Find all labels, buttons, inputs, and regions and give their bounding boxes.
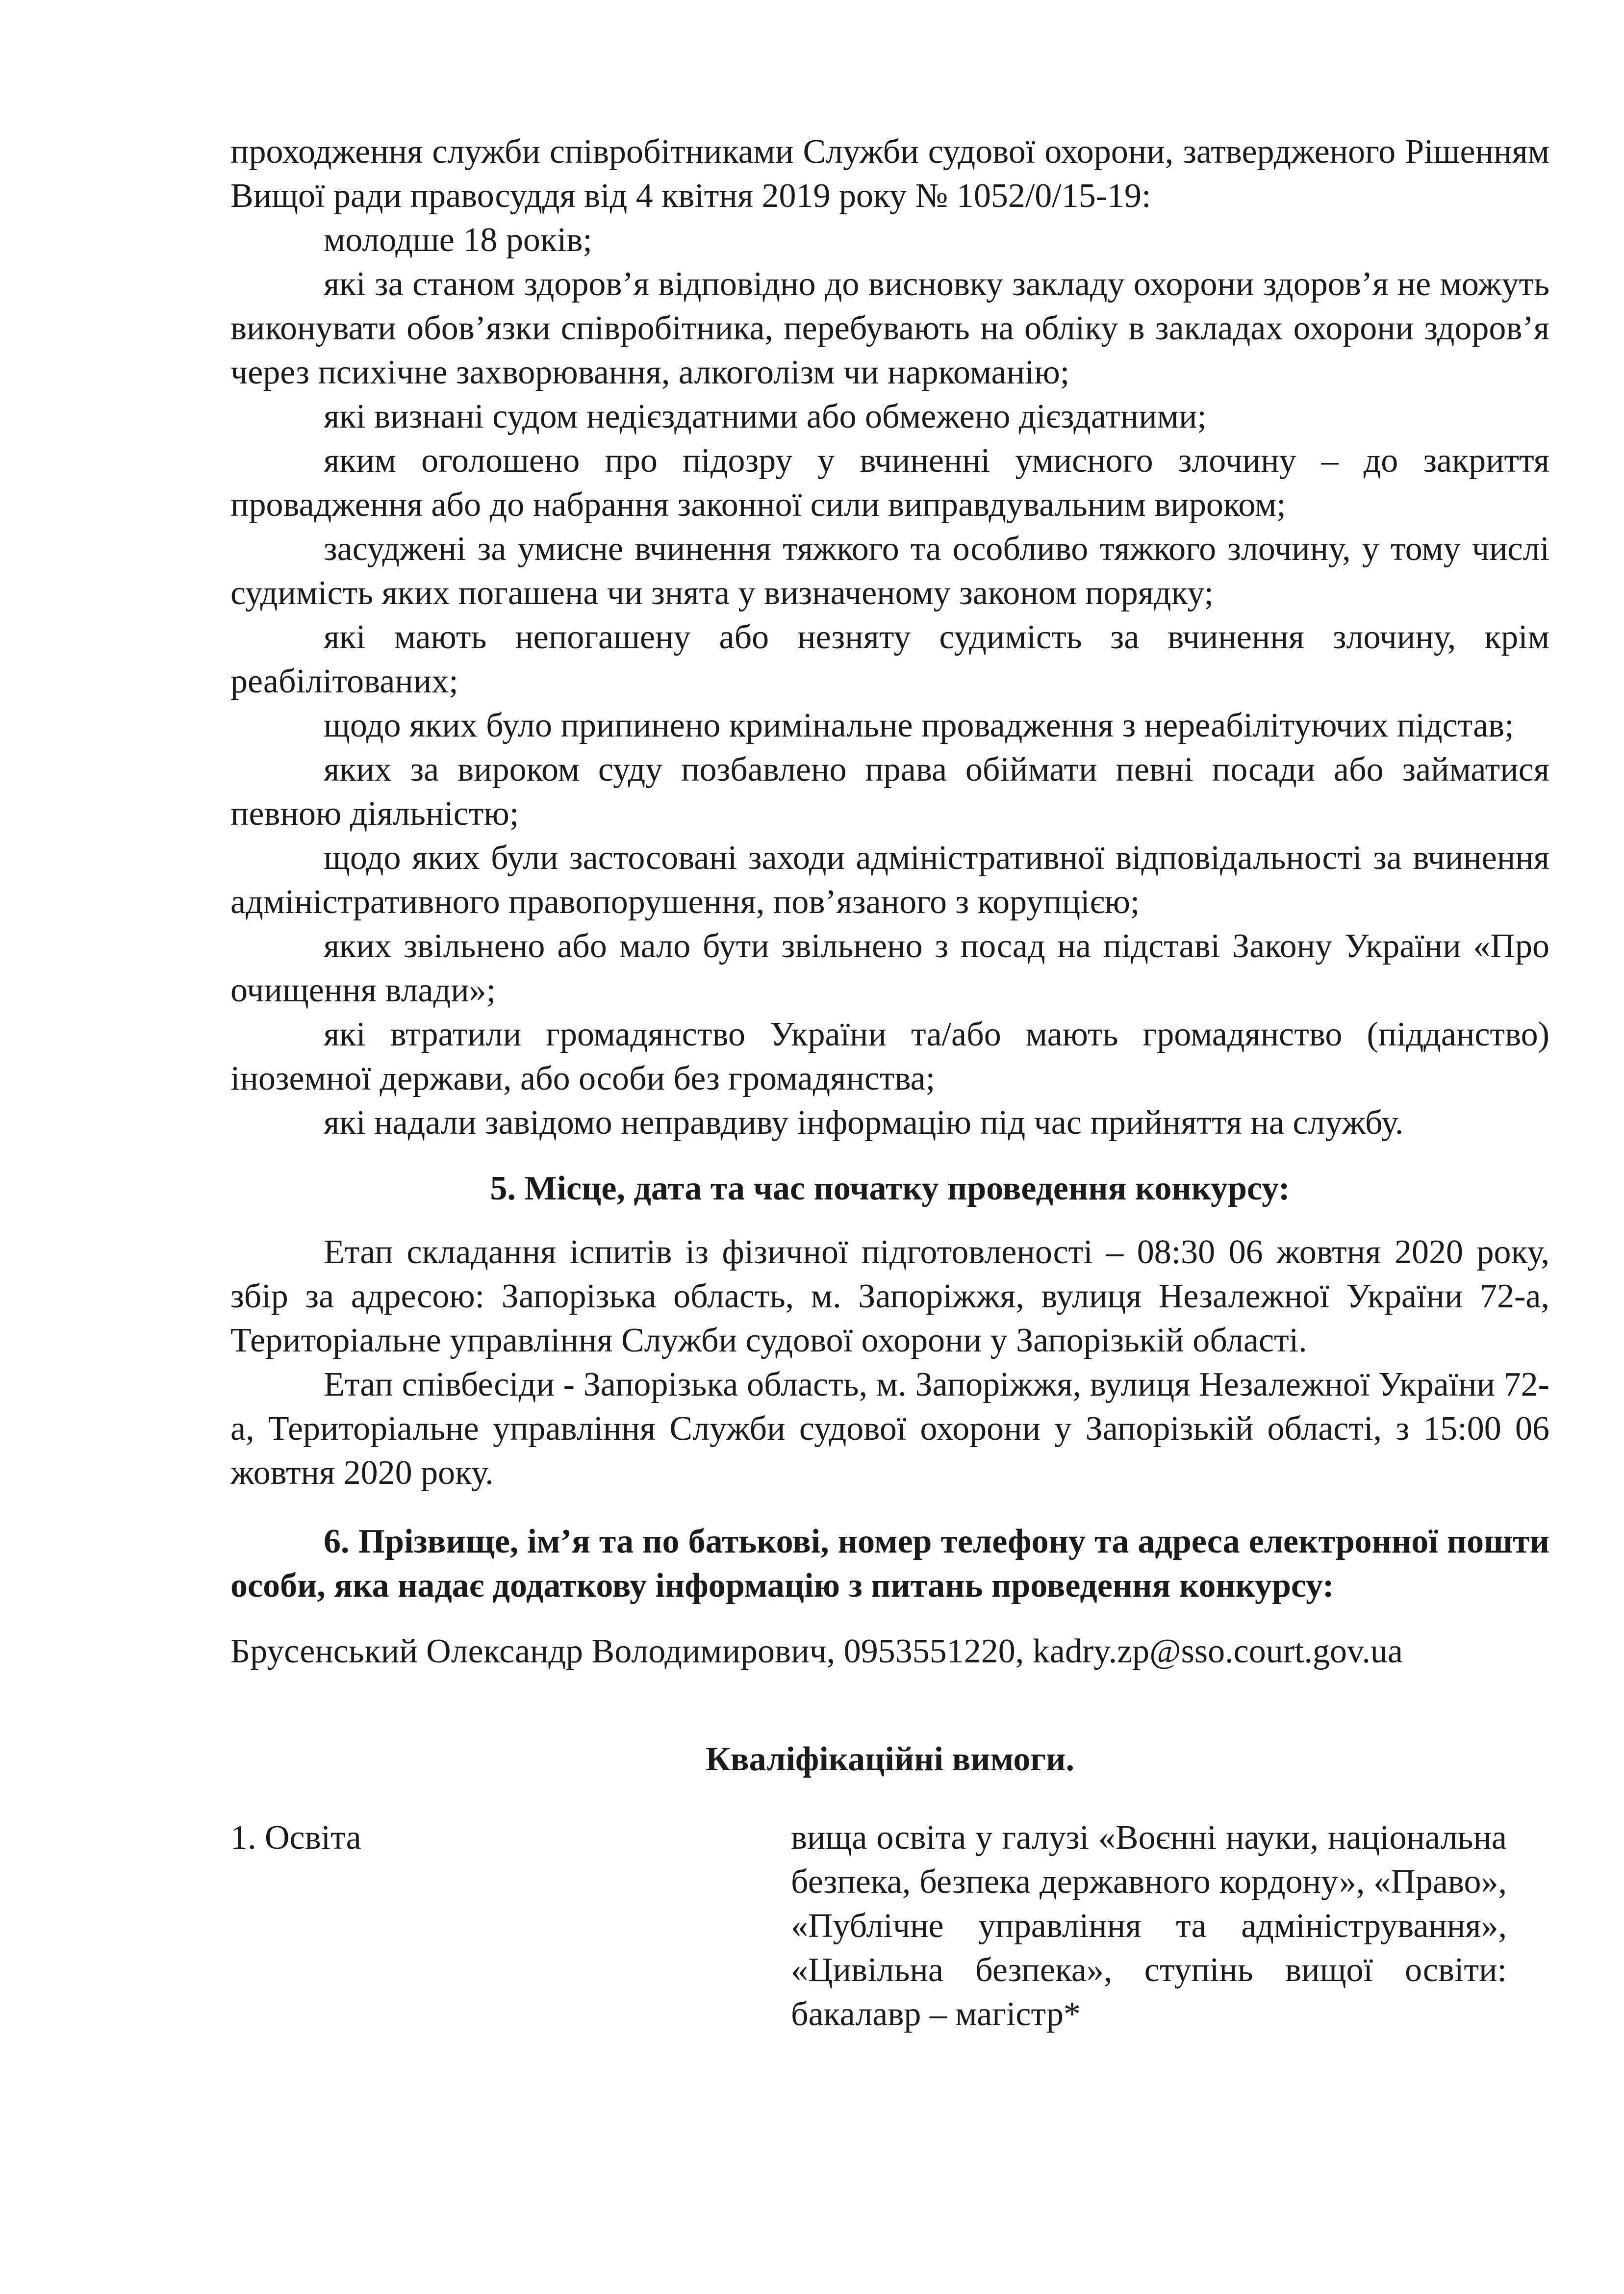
ineligibility-list [230,218,1549,1145]
criteria-item: щодо яких були застосовані заходи адміністративної відповідальності за вчинення адміністративного правопорушення, пов’язаного з корупцією; [230,839,1549,921]
continuation-paragraph: проходження служби співробітниками Служби судової охорони, затвердженого Рішенням Вищої ради правосуддя від 4 квітня 2019 року № 1052/0/15-19: [230,133,1549,215]
qualification-value: вища освіта у галузі «Воєнні науки, національна безпека, безпека державного кордону», «Право», «Публічне управління та адміністрування», «Цивільна безпека», ступінь вищої освіти: бакалавр – магістр* [791,1819,1507,2033]
criteria-item: які мають непогашену або незняту судимість за вчинення злочину, крім реабілітованих; [230,618,1549,700]
document-body [230,130,1549,2037]
section-6-heading: 6. Прізвище, ім’я та по батькові, номер телефону та адреса електронної пошти особи, яка надає додаткову інформацію з питань проведення конкурсу: [230,1523,1549,1605]
criteria-item: які визнані судом недієздатними або обмежено дієздатними; [324,398,1207,435]
qualifications-title: Кваліфікаційні вимоги. [706,1740,1074,1778]
qualification-row-education [230,1816,1549,2037]
section-5-paragraph-interview: Етап співбесіди - Запорізька область, м. Запоріжжя, вулиця Незалежної України 72-а, Територіальне управління Служби судової охорони у Запорізькій області, з 15:00 06 жовтня 2020 року. [230,1366,1549,1492]
criteria-item: які за станом здоров’я відповідно до висновку закладу охорони здоров’я не можуть виконувати обов’язки співробітника, перебувають на обліку в закладах охорони здоров’я через психічне захворювання, алкоголізм чи наркоманію; [230,265,1549,391]
section-5-paragraph-exams: Етап складання іспитів із фізичної підготовленості – 08:30 06 жовтня 2020 року, збір за адресою: Запорізька область, м. Запоріжжя, вулиця Незалежної України 72-а, Територіальне управління Служби судової охорони у Запорізькій області. [230,1233,1549,1359]
criteria-item: засуджені за умисне вчинення тяжкого та особливо тяжкого злочину, у тому числі судимість яких погашена чи знята у визначеному законом порядку; [230,530,1549,612]
section-5-heading: 5. Місце, дата та час початку проведення конкурсу: [490,1170,1290,1207]
criteria-item: яким оголошено про підозру у вчиненні умисного злочину – до закриття провадження або до набрання законної сили виправдувальним вироком; [230,442,1549,524]
criteria-item: щодо яких було припинено кримінальне провадження з нереабілітуючих підстав; [324,707,1514,744]
criteria-item: які надали завідомо неправдиву інформацію під час прийняття на службу. [324,1104,1404,1142]
criteria-item: яких за вироком суду позбавлено права обіймати певні посади або займатися певною діяльністю; [230,751,1549,833]
criteria-item: які втратили громадянство України та/або мають громадянство (підданство) іноземної держави, або особи без громадянства; [230,1016,1549,1097]
contact-person: Брусенський Олександр Володимирович, 0953551220, kadry.zp@sso.court.gov.ua [230,1632,1403,1670]
criteria-item: яких звільнено або мало бути звільнено з посад на підставі Закону України «Про очищення влади»; [230,927,1549,1009]
criteria-item: молодше 18 років; [324,221,592,259]
qualification-label: 1. Освіта [230,1819,361,1857]
